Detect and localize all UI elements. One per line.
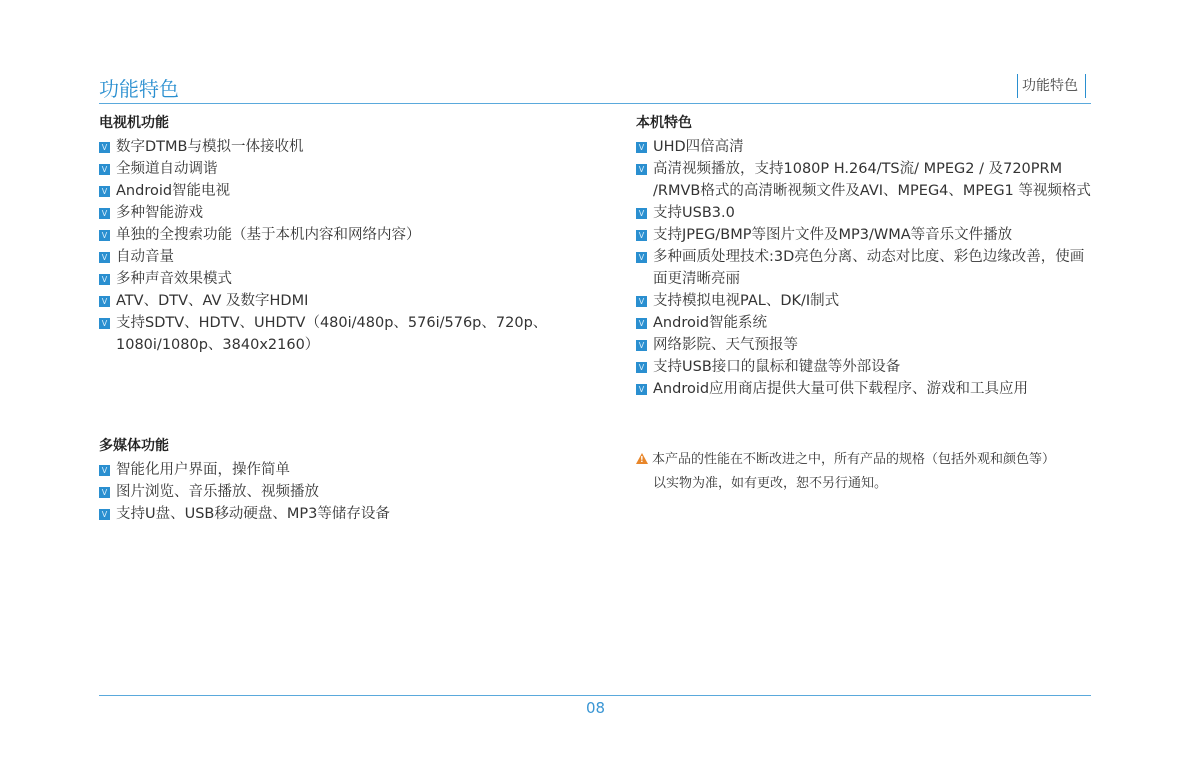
device-features-section xyxy=(636,114,1094,400)
page-number: 08 xyxy=(585,699,606,717)
list-item: V 网络影院、天气预报等 xyxy=(636,334,1094,356)
checkbox-bullet-icon: V xyxy=(99,296,110,307)
checkbox-bullet-icon: V xyxy=(636,318,647,329)
warning-icon: ! xyxy=(636,453,648,464)
device-features-list xyxy=(636,136,1094,400)
checkbox-bullet-icon: V xyxy=(99,509,110,520)
list-item: V 单独的全搜索功能（基于本机内容和网络内容） xyxy=(99,224,579,246)
checkbox-bullet-icon: V xyxy=(99,252,110,263)
list-item: V 支持USB3.0 xyxy=(636,202,1094,224)
multimedia-functions-title: 多媒体功能 xyxy=(99,438,169,454)
multimedia-functions-section xyxy=(99,437,579,525)
notice-line: ! 本产品的性能在不断改进之中，所有产品的规格（包括外观和颜色等） xyxy=(636,448,1091,472)
checkbox-bullet-icon: V xyxy=(99,230,110,241)
checkbox-bullet-icon: V xyxy=(99,318,110,329)
tv-functions-section xyxy=(99,114,579,356)
list-item: V 多种画质处理技术:3D亮色分离、动态对比度、彩色边缘改善，使画面更清晰亮丽 xyxy=(636,246,1094,290)
checkbox-bullet-icon: V xyxy=(636,252,647,263)
checkbox-bullet-icon: V xyxy=(99,465,110,476)
checkbox-bullet-icon: V xyxy=(636,296,647,307)
checkbox-bullet-icon: V xyxy=(99,208,110,219)
list-item: V 支持SDTV、HDTV、UHDTV（480i/480p、576i/576p、720p、1080i/1080p、3840x2160） xyxy=(99,312,566,356)
page-title: 功能特色 xyxy=(99,77,179,101)
device-features-title: 本机特色 xyxy=(636,115,692,131)
list-item: V 高清视频播放，支持1080P H.264/TS流/ MPEG2 / 及720PRM /RMVB格式的高清晰视频文件及AVI、MPEG4、MPEG1 等视频格式 xyxy=(636,158,1094,202)
footer-divider xyxy=(99,695,1091,696)
list-item: V 支持USB接口的鼠标和键盘等外部设备 xyxy=(636,356,1094,378)
list-item: V 图片浏览、音乐播放、视频播放 xyxy=(99,481,579,503)
list-item: V 多种智能游戏 xyxy=(99,202,579,224)
list-item: V 全频道自动调谐 xyxy=(99,158,579,180)
checkbox-bullet-icon: V xyxy=(636,230,647,241)
checkbox-bullet-icon: V xyxy=(99,487,110,498)
list-item: V 自动音量 xyxy=(99,246,579,268)
tv-functions-title: 电视机功能 xyxy=(99,115,169,131)
checkbox-bullet-icon: V xyxy=(636,164,647,175)
product-notice xyxy=(636,448,1091,496)
checkbox-bullet-icon: V xyxy=(99,142,110,153)
list-item: V 支持模拟电视PAL、DK/I制式 xyxy=(636,290,1094,312)
list-item: V UHD四倍高清 xyxy=(636,136,1094,158)
list-item: V Android应用商店提供大量可供下载程序、游戏和工具应用 xyxy=(636,378,1094,400)
checkbox-bullet-icon: V xyxy=(636,362,647,373)
checkbox-bullet-icon: V xyxy=(636,208,647,219)
notice-line: 以实物为准，如有更改，恕不另行通知。 xyxy=(653,476,888,491)
header-divider xyxy=(99,103,1091,104)
list-item: V 多种声音效果模式 xyxy=(99,268,579,290)
list-item: V 数字DTMB与模拟一体接收机 xyxy=(99,136,579,158)
list-item: V 支持JPEG/BMP等图片文件及MP3/WMA等音乐文件播放 xyxy=(636,224,1094,246)
checkbox-bullet-icon: V xyxy=(99,186,110,197)
header-section-tab: 功能特色 xyxy=(1017,74,1086,98)
checkbox-bullet-icon: V xyxy=(636,384,647,395)
checkbox-bullet-icon: V xyxy=(99,274,110,285)
multimedia-functions-list xyxy=(99,459,579,525)
list-item: V ATV、DTV、AV 及数字HDMI xyxy=(99,290,579,312)
list-item: V Android智能电视 xyxy=(99,180,579,202)
list-item: V Android智能系统 xyxy=(636,312,1094,334)
list-item: V 支持U盘、USB移动硬盘、MP3等储存设备 xyxy=(99,503,579,525)
tv-functions-list xyxy=(99,136,579,356)
list-item: V 智能化用户界面，操作简单 xyxy=(99,459,579,481)
checkbox-bullet-icon: V xyxy=(636,142,647,153)
checkbox-bullet-icon: V xyxy=(99,164,110,175)
checkbox-bullet-icon: V xyxy=(636,340,647,351)
